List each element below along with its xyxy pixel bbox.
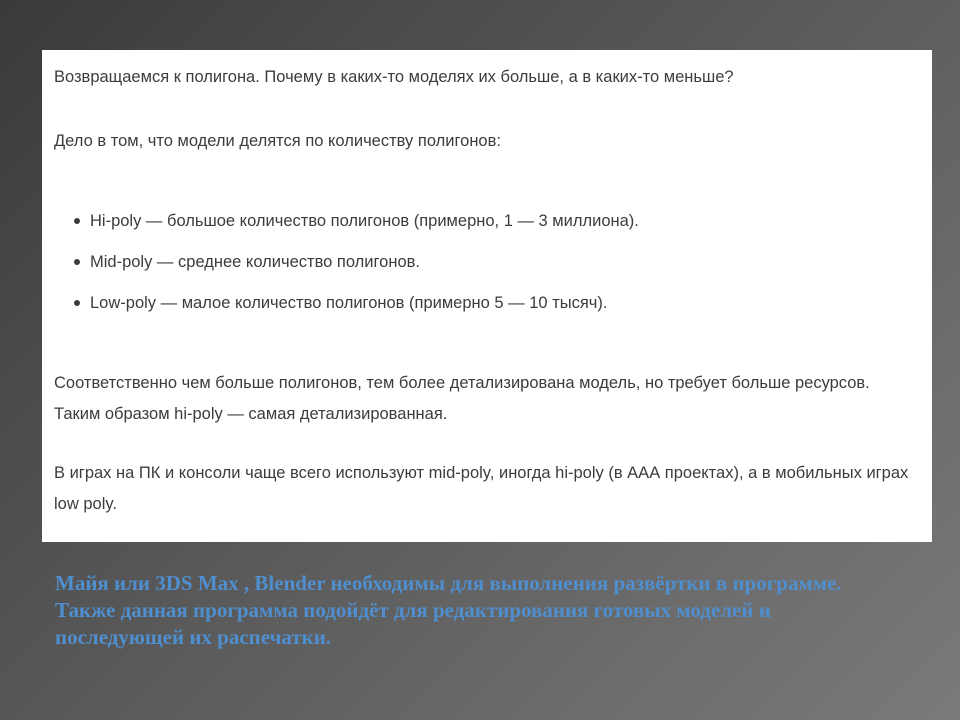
list-item-low-poly: Low-poly — малое количество полигонов (примерно 5 — 10 тысяч). <box>54 290 639 331</box>
list-item-mid-poly: Mid-poly — среднее количество полигонов. <box>54 249 639 290</box>
paragraph-poly-division: Дело в том, что модели делятся по количеству полигонов: <box>54 132 501 150</box>
paragraph-platform-usage: В играх на ПК и консоли чаще всего используют mid-poly, иногда hi-poly (в ААА проектах), а в мобильных играх low poly. <box>54 464 909 513</box>
list-item-hi-poly: Hi-poly — большое количество полигонов (примерно, 1 — 3 миллиона). <box>54 208 639 249</box>
paragraph-detail-conclusion: Соответственно чем больше полигонов, тем более детализирована модель, но требует больше ресурсов. Таким образом hi-poly — самая детализированная. <box>54 374 870 423</box>
text-screenshot-panel <box>42 50 932 542</box>
slide-caption: Майя или 3DS Max , Blender необходимы для выполнения развёртки в программе. Также данная программа подойдёт для редактирования готовых моделей и последующей их распечатки. <box>55 571 842 649</box>
paragraph-intro-question: Возвращаемся к полигона. Почему в каких-то моделях их больше, а в каких-то меньше? <box>54 68 734 86</box>
poly-types-list <box>54 208 639 331</box>
